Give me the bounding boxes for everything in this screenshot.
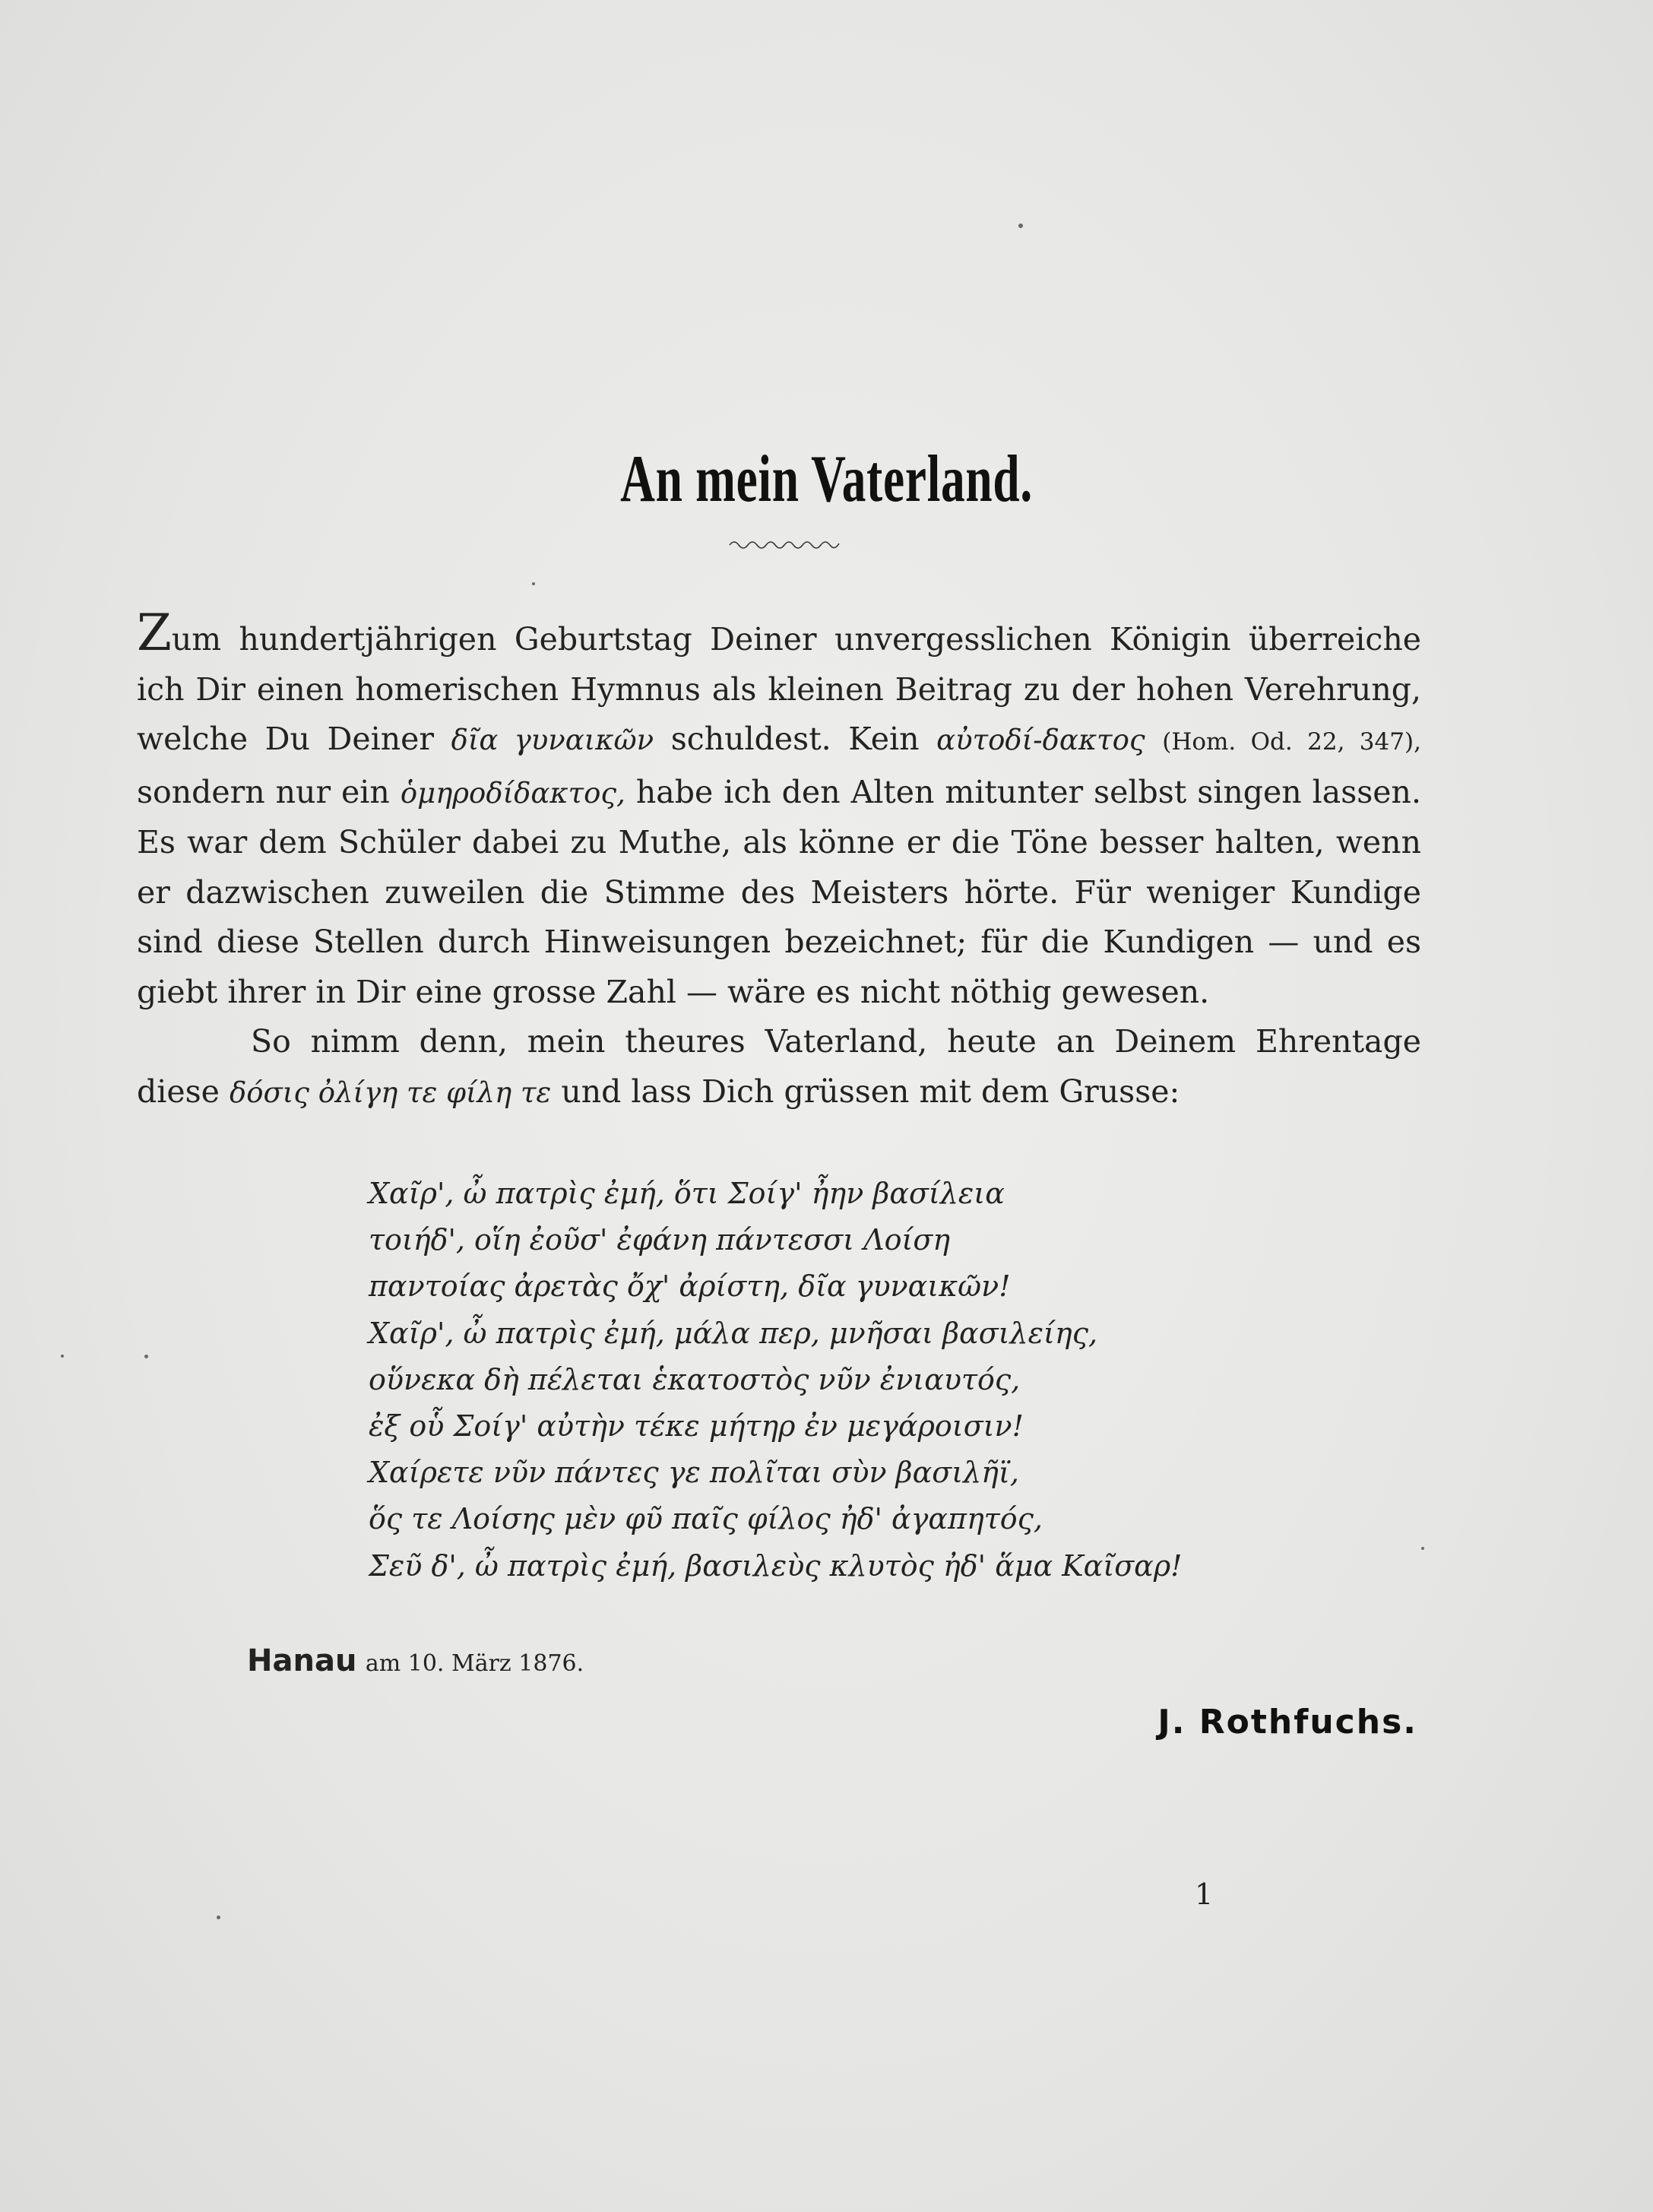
paragraph-greeting: [137, 1017, 1421, 1117]
verse-line: οὕνεκα δὴ πέλεται ἑκατοστὸς νῦν ἐνιαυτός,: [369, 1362, 1021, 1396]
verse-line: τοιήδ', οἵη ἐοῦσ' ἐφάνη πάντεσσι Λοίση: [369, 1223, 951, 1257]
page-title: An mein Vaterland.: [620, 442, 1033, 516]
greek-phrase: ὁμηροδίδακτος,: [400, 776, 625, 810]
paper-speck: [1421, 1547, 1424, 1550]
paragraph-text: habe ich den Alten mitunter selbst singen lassen. Es war dem Schüler dabei zu Muthe, als könne er die Töne besser halten, wenn er dazwischen zuweilen die Stimme des Meisters hörte. Für weniger Kundige sind diese Stellen durch Hinweisungen bezeichnet; für die Kundigen — und es giebt ihrer in Dir eine grosse Zahl — wäre es nicht nöthig gewesen.: [137, 773, 1421, 1010]
verse-line: Χαῖρ', ὦ πατρὶς ἐμή, μάλα περ, μνῆσαι βασιλείης,: [369, 1316, 1098, 1350]
author-signature: J. Rothfuchs.: [1157, 1703, 1417, 1741]
page-number: 1: [1195, 1878, 1214, 1911]
date-line: am 10. März 1876.: [365, 1650, 584, 1677]
drop-cap: Z: [137, 604, 172, 662]
paragraph-dedication: [137, 604, 1421, 1017]
paper-speck: [1018, 223, 1023, 228]
paragraph-text: sondern nur ein: [137, 773, 390, 810]
place-and-date: [247, 1643, 584, 1678]
greek-phrase: δόσις ὀλίγη τε φίλη τε: [229, 1076, 552, 1109]
paper-speck: [532, 582, 535, 585]
verse-line: παντοίας ἀρετὰς ὄχ' ἀρίστη, δῖα γυναικῶν!: [369, 1269, 1011, 1304]
paragraph-text: schuldest. Kein: [670, 721, 920, 757]
body-text: [137, 604, 1421, 1117]
citation: (Hom. Od. 22, 347),: [1162, 728, 1421, 756]
paragraph-text: um hundertjährigen Geburtstag Deiner unvergesslichen Königin überreiche ich Dir einen homerischen Hymnus als kleinen Beitrag zu der hohen Verehrung, welche Du Deiner: [137, 621, 1421, 757]
greek-phrase: δῖα γυναικῶν: [451, 724, 654, 756]
paper-speck: [144, 1355, 148, 1358]
title-ornament: [728, 536, 842, 551]
verse-line: Χαῖρ', ὦ πατρὶς ἐμή, ὅτι Σοίγ' ἦην βασίλεια: [369, 1177, 1005, 1210]
verse-line: Σεῦ δ', ὦ πατρὶς ἐμή, βασιλεὺς κλυτὸς ἠδ' ἅμα Καῖσαρ!: [369, 1548, 1183, 1583]
place-name: Hanau: [247, 1643, 357, 1678]
greek-verses: [369, 1171, 1357, 1589]
paper-speck: [61, 1355, 64, 1358]
paragraph-text: So nimm denn, mein theures Vaterland, heute an Deinem Ehrentage diese: [137, 1023, 1421, 1110]
verse-line: Χαίρετε νῦν πάντες γε πολῖται σὺν βασιλῆϊ,: [369, 1456, 1019, 1490]
greek-phrase: αὐτοδί-δακτος: [936, 724, 1145, 756]
paragraph-text: und lass Dich grüssen mit dem Grusse:: [561, 1073, 1180, 1110]
verse-line: ἐξ οὗ Σοίγ' αὐτὴν τέκε μήτηρ ἐν μεγάροισιν!: [369, 1409, 1024, 1444]
paper-speck: [217, 1916, 220, 1919]
verse-line: ὅς τε Λοίσης μὲν φῦ παῖς φίλος ἠδ' ἀγαπητός,: [369, 1502, 1043, 1536]
